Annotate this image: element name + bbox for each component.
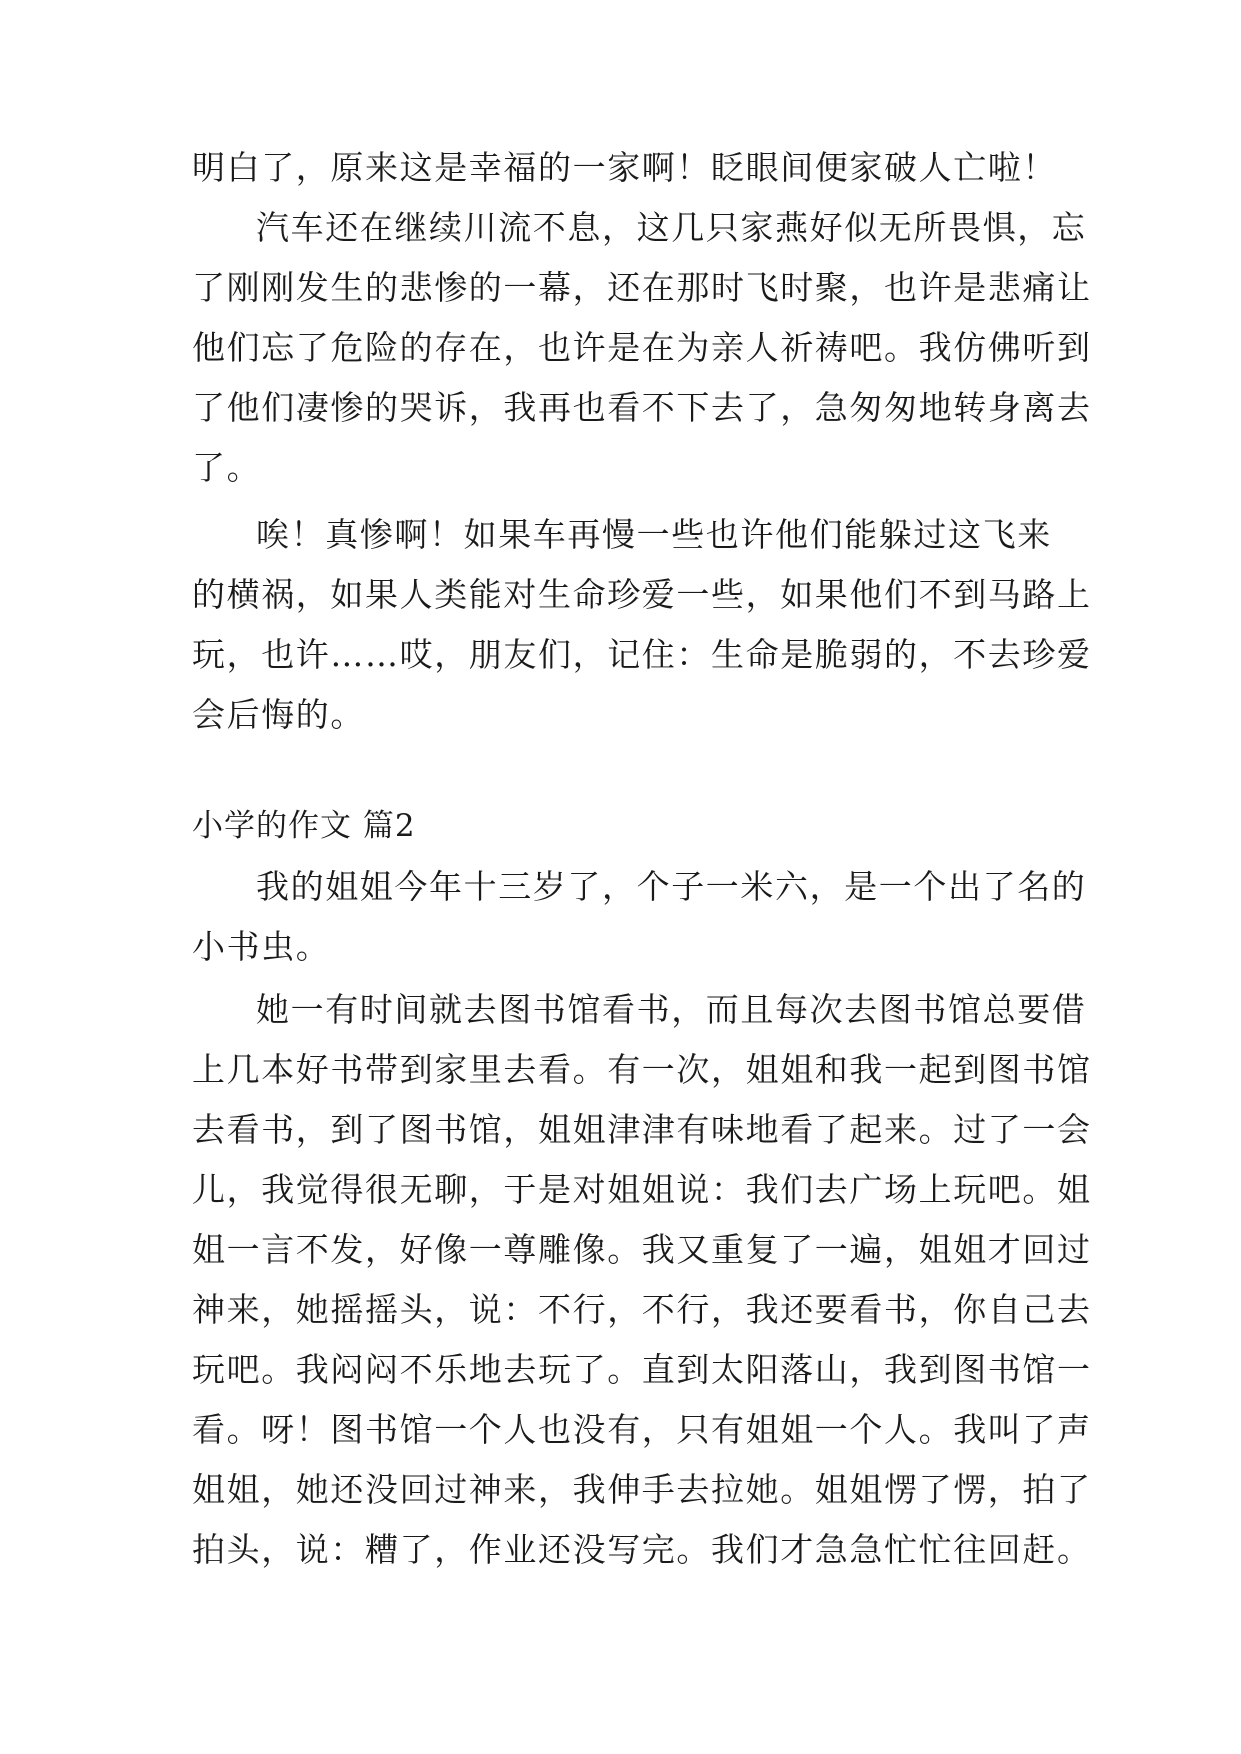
text-line: 了。 xyxy=(192,448,262,487)
text-line: 玩吧。我闷闷不乐地去玩了。直到太阳落山，我到图书馆一 xyxy=(192,1350,1092,1389)
paragraph-first-line: 汽车还在继续川流不息，这几只家燕好似无所畏惧，忘 xyxy=(256,208,1087,247)
text-line: 他们忘了危险的存在，也许是在为亲人祈祷吧。我仿佛听到 xyxy=(192,328,1092,367)
text-line: 的横祸，如果人类能对生命珍爱一些，如果他们不到马路上 xyxy=(192,575,1092,614)
text-line: 神来，她摇摇头，说：不行，不行，我还要看书，你自己去 xyxy=(192,1290,1092,1329)
text-line: 看。呀！图书馆一个人也没有，只有姐姐一个人。我叫了声 xyxy=(192,1410,1092,1449)
text-line: 上几本好书带到家里去看。有一次，姐姐和我一起到图书馆 xyxy=(192,1050,1092,1089)
text-line: 儿，我觉得很无聊，于是对姐姐说：我们去广场上玩吧。姐 xyxy=(192,1170,1092,1209)
text-line: 会后悔的。 xyxy=(192,695,365,734)
text-line: 了刚刚发生的悲惨的一幕，还在那时飞时聚，也许是悲痛让 xyxy=(192,268,1092,307)
paragraph-first-line: 她一有时间就去图书馆看书，而且每次去图书馆总要借 xyxy=(256,990,1087,1029)
text-line: 明白了，原来这是幸福的一家啊！眨眼间便家破人亡啦！ xyxy=(192,148,1057,187)
text-line: 玩，也许……哎，朋友们，记住：生命是脆弱的，不去珍爱 xyxy=(192,635,1092,674)
text-line: 了他们凄惨的哭诉，我再也看不下去了，急匆匆地转身离去 xyxy=(192,388,1092,427)
text-line: 去看书，到了图书馆，姐姐津津有味地看了起来。过了一会 xyxy=(192,1110,1092,1149)
paragraph-first-line: 唉！真惨啊！如果车再慢一些也许他们能躲过这飞来 xyxy=(256,515,1052,554)
section-heading: 小学的作文 篇2 xyxy=(192,808,416,844)
text-line: 拍头，说：糟了，作业还没写完。我们才急急忙忙往回赶。 xyxy=(192,1530,1092,1569)
paragraph-first-line: 我的姐姐今年十三岁了，个子一米六，是一个出了名的 xyxy=(256,867,1087,906)
text-line: 姐一言不发，好像一尊雕像。我又重复了一遍，姐姐才回过 xyxy=(192,1230,1092,1269)
text-line: 姐姐，她还没回过神来，我伸手去拉她。姐姐愣了愣，拍了 xyxy=(192,1470,1092,1509)
text-line: 小书虫。 xyxy=(192,927,331,966)
